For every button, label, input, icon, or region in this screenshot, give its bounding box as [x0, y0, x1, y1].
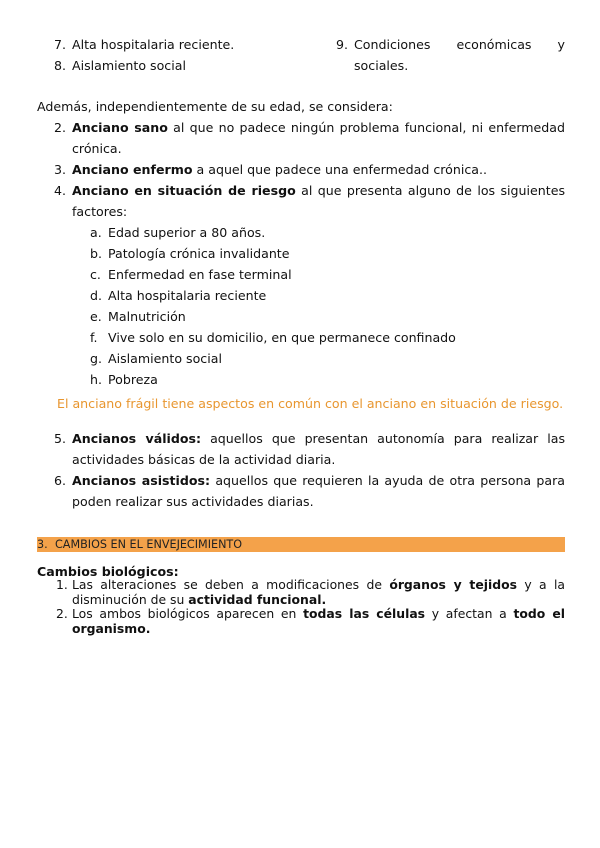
highlighted-note: El anciano frágil tiene aspectos en común con el anciano en situación de riesgo.: [57, 396, 564, 411]
list-item: [54, 117, 565, 159]
list-number: 3.: [54, 162, 67, 177]
biological-changes-list: [56, 578, 565, 636]
list-letter: a.: [90, 225, 102, 240]
list-text: Pobreza: [108, 372, 158, 387]
list-text: Aislamiento social: [108, 351, 222, 366]
list-text: Enfermedad en fase terminal: [108, 267, 292, 282]
list-number: 1.: [56, 577, 68, 592]
risk-factors-list: [90, 222, 565, 390]
list-text: Alta hospitalaria reciente: [108, 288, 267, 303]
list-text: [72, 607, 565, 636]
list-item: [90, 306, 565, 327]
list-number: 2.: [56, 606, 68, 621]
list-item: [90, 369, 565, 390]
list-number: 4.: [54, 183, 67, 198]
text-bold: actividad funcional.: [188, 591, 327, 607]
list-item: [336, 34, 565, 76]
top-list-left-column: [54, 34, 314, 76]
list-item: [54, 34, 314, 55]
list-item: [54, 55, 314, 76]
term-description: a aquel que padece una enfermedad crónica..: [192, 162, 487, 177]
list-letter: h.: [90, 372, 102, 387]
text-part: y a la disminución de su: [72, 577, 565, 607]
term-description: aquellos que presentan autonomía para realizar las actividades básicas de la actividad diaria.: [72, 431, 566, 467]
list-item: [90, 243, 565, 264]
list-letter: e.: [90, 309, 102, 324]
list-letter: b.: [90, 246, 102, 261]
list-number: 9.: [336, 37, 349, 52]
term-bold: Ancianos válidos:: [72, 431, 202, 446]
list-text: Aislamiento social: [72, 58, 186, 73]
list-item: [56, 578, 565, 607]
list-letter: d.: [90, 288, 102, 303]
list-text: [72, 470, 565, 512]
list-number: 7.: [54, 37, 67, 52]
text-bold: todas las células: [303, 606, 426, 621]
list-number: 8.: [54, 58, 67, 73]
list-text: Patología crónica invalidante: [108, 246, 290, 261]
list-item: [90, 264, 565, 285]
term-bold: Ancianos asistidos:: [72, 473, 211, 488]
term-description: al que no padece ningún problema funcional, ni enfermedad crónica.: [72, 120, 566, 156]
term-description: aquellos que requieren la ayuda de otra persona para poden realizar sus actividades diarias.: [72, 473, 565, 509]
list-text: [72, 159, 565, 180]
section-heading: [37, 537, 565, 552]
list-text: Vive solo en su domicilio, en que permanece confinado: [108, 330, 456, 345]
list-number: 5.: [54, 431, 67, 446]
text-bold: todo el organismo.: [72, 606, 566, 636]
section-number: 3.: [37, 538, 48, 551]
list-text-line2: sociales.: [354, 58, 409, 73]
list-text: Malnutrición: [108, 309, 186, 324]
list-item: [54, 428, 565, 470]
section-title: CAMBIOS EN EL ENVEJECIMIENTO: [55, 538, 243, 551]
elderly-classification-list: [54, 117, 565, 390]
list-text: [72, 578, 565, 607]
text-bold: órganos y tejidos: [389, 577, 517, 592]
list-text: Edad superior a 80 años.: [108, 225, 266, 240]
list-item: [56, 607, 565, 636]
autonomy-classification-list: [54, 428, 565, 512]
list-text: [72, 117, 565, 159]
top-list-right-column: [336, 34, 565, 76]
list-number: 2.: [54, 120, 67, 135]
intro-paragraph: Además, independientemente de su edad, se considera:: [37, 99, 393, 114]
term-description: al que presenta alguno de los siguientes factores:: [72, 183, 566, 219]
list-text-line1: Condiciones económicas y: [354, 37, 565, 52]
term-bold: Anciano en situación de riesgo: [72, 183, 296, 198]
list-text: Alta hospitalaria reciente.: [72, 37, 235, 52]
subsection-title: Cambios biológicos:: [37, 564, 179, 579]
list-item: [90, 327, 565, 348]
text-part: Los ambos biológicos aparecen en: [72, 606, 304, 621]
list-letter: f.: [90, 330, 98, 345]
list-item: [54, 180, 565, 222]
list-item: [54, 470, 565, 512]
list-number: 6.: [54, 473, 67, 488]
list-item: [90, 348, 565, 369]
term-bold: Anciano sano: [72, 120, 168, 135]
list-text: [72, 180, 565, 222]
list-item: [90, 285, 565, 306]
list-text: [72, 428, 565, 470]
list-item: [54, 159, 565, 180]
text-part: Las alteraciones se deben a modificaciones de: [72, 577, 390, 592]
list-letter: c.: [90, 267, 101, 282]
term-bold: Anciano enfermo: [72, 162, 193, 177]
list-item: [90, 222, 565, 243]
text-part: y afectan a: [425, 606, 514, 621]
list-letter: g.: [90, 351, 102, 366]
